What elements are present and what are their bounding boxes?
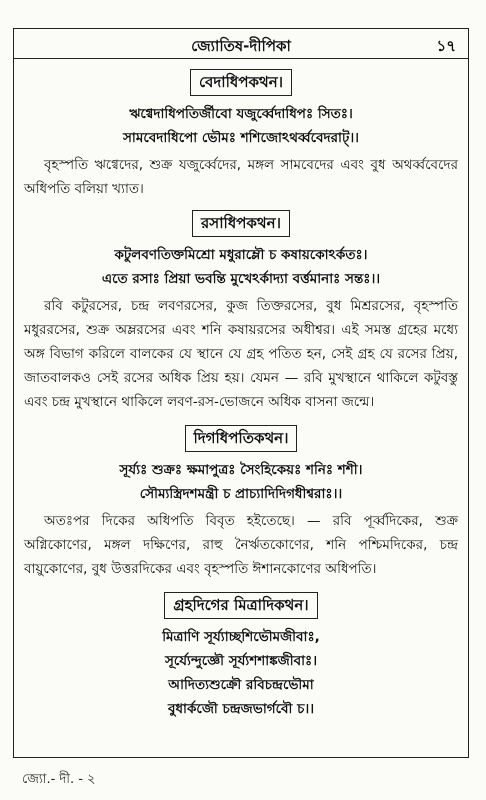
verse-line: মিত্রাণি সূর্য্যাচ্ছশিভৌমজীবাঃ,	[162, 629, 320, 645]
verse-line: সৌম্যস্ত্রিদশমন্ত্রী চ প্রাচ্যাদিদিগধীশ্বরাঃ।।	[139, 486, 343, 502]
verse-line: সামবেদাধিপো ভৌমঃ শশিজোঽথর্ব্ববেদরাট্।।	[123, 130, 359, 146]
verse-line: কটুলবণতিক্তমিশ্রো মধুরাম্লৌ চ কষায়কোঽর্কতঃ।	[114, 247, 368, 263]
prose-paragraph: রবি কটুরসের, চন্দ্র লবণরসের, কুজ তিক্তরসের, বুধ মিশ্ররসের, বৃহস্পতি মধুররসের, শুক্র অম্লরসের এবং শনি কষায়রসের অধীশ্বর। এই সমস্ত গ্রহের মধ্যে অঙ্গ বিভাগ করিলে বালকের যে স্থানে যে গ্রহ পতিত হন, সেই গ্রহ যে রসের প্রিয়, জাতবালকও সেই রসের অধিক প্রিয় হয়। যেমন — রবি মুখস্থানে থাকিলে কটুবস্তু এবং চন্দ্র মুখস্থানে থাকিলে লবণ-রস-ভোজনে অধিক বাসনা জন্মে।	[24, 298, 458, 410]
verse-line: আদিত্যশুক্রৌ রবিচন্দ্রভৌমা	[168, 677, 314, 693]
page-content	[14, 59, 468, 721]
running-header	[14, 29, 468, 59]
signature-mark: জ্যো.- দী. - ২	[22, 772, 96, 787]
section-heading-mitra: গ্রহদিগের মিত্রাদিকথন।	[164, 592, 317, 619]
section-heading-veda: বেদাধিপকথন।	[190, 69, 292, 96]
verse-line: সূর্য্যেন্দুজ্ঞৌ সূর্য্যশশাঙ্কজীবাঃ।	[164, 653, 318, 669]
section-heading-rasa: রসাধিপকথন।	[192, 210, 290, 237]
verse-line: ঋগ্বেদাধিপতির্জীবো যজুর্ব্বেদাধিপঃ সিতঃ।	[129, 106, 353, 122]
prose-paragraph: অতঃপর দিকের অধিপতি বিবৃত হইতেছে। — রবি পূর্ব্বদিকের, শুক্র অগ্নিকোণের, মঙ্গল দক্ষিণের, রাহু নৈর্ঋতকোণের, শনি পশ্চিমদিকের, চন্দ্র বায়ুকোণের, বুধ উত্তরদিকের এবং বৃহস্পতি ঈশানকোণের অধিপতি।	[24, 513, 458, 577]
verse-line: বুধার্কজৌ চন্দ্রজভার্গবৌ চ।।	[167, 701, 315, 717]
section-heading-dik: দিগধিপতিকথন।	[185, 425, 298, 452]
verse-line: সূর্য্যঃ শুক্রঃ ক্ষমাপুত্রঃ সৈংহিকেয়ঃ শনিঃ শশী।	[119, 462, 363, 478]
page-frame	[13, 28, 469, 758]
book-title: জ্যোতিষ-দীপিকা	[191, 37, 291, 55]
prose-paragraph: বৃহস্পতি ঋগ্বেদের, শুক্র যজুর্ব্বেদের, মঙ্গল সামবেদের এবং বুধ অথর্ব্ববেদের অধিপতি বলিয়া খ্যাত।	[24, 157, 458, 197]
page-number: ১৭	[436, 37, 456, 55]
verse-line: এতে রসাঃ প্রিয়া ভবন্তি মুখেঽর্কাদ্যা বর্ত্তমানাঃ সন্তঃ।।	[101, 271, 381, 287]
